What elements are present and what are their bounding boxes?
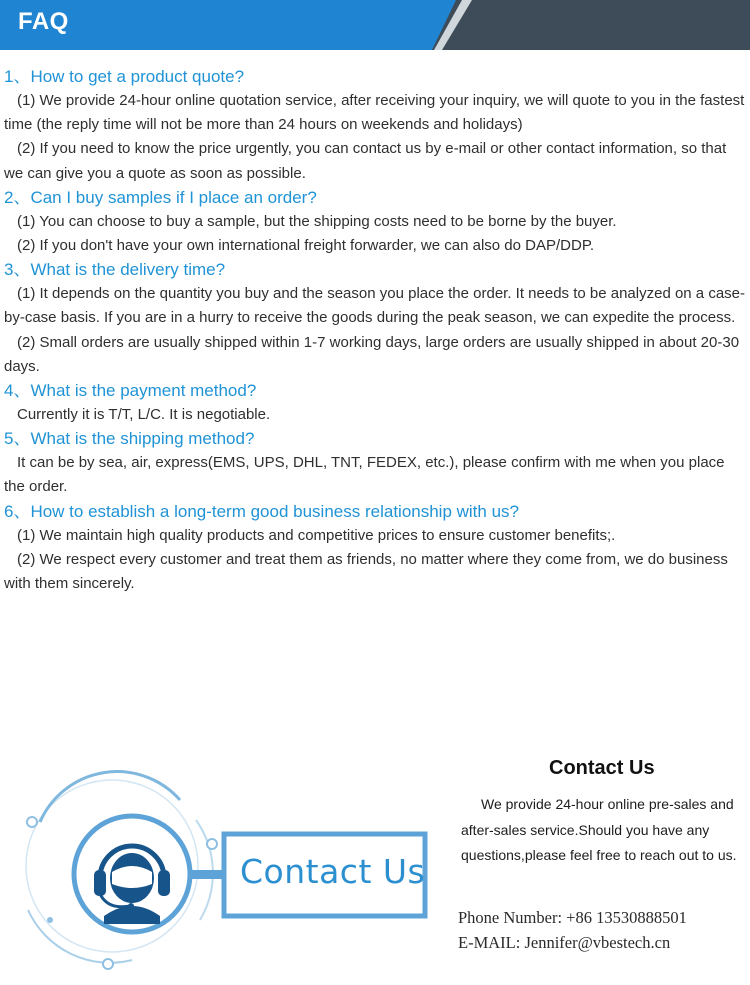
faq-question: 5、What is the shipping method? — [4, 429, 255, 449]
header-dark-block — [418, 0, 750, 50]
faq-list — [4, 65, 746, 596]
contact-phone: Phone Number: +86 13530888501 — [458, 908, 687, 927]
faq-answer: (2) If you don't have your own international freight forwarder, we can also do DAP/DDP. — [17, 237, 595, 255]
contact-description: We provide 24-hour online pre-sales and after-sales service.Should you have any questions,please feel free to reach out to us. — [461, 796, 737, 863]
contact-title: Contact Us — [549, 757, 655, 779]
contact-email: E-MAIL: Jennifer@vbestech.cn — [458, 933, 671, 952]
faq-answer: (2) If you need to know the price urgently, you can contact us by e-mail or other contact information, so that we can give you a quote as soon as possible. — [4, 140, 727, 182]
contact-us-graphic-label: Contact Us — [240, 852, 426, 891]
faq-answer: (2) Small orders are usually shipped within 1-7 working days, large orders are usually shipped in about 20-30 days. — [4, 333, 740, 375]
faq-question: 1、How to get a product quote? — [4, 67, 245, 86]
faq-question: 3、What is the delivery time? — [4, 260, 226, 280]
faq-answer: (1) We provide 24-hour online quotation service, after receiving your inquiry, we will quote to you in the fastest time (the reply time will not be more than 24 hours on weekends and holidays) — [4, 92, 745, 134]
header-shapes — [0, 0, 750, 50]
faq-header-banner — [0, 0, 750, 50]
faq-question: 2、Can I buy samples if I place an order? — [4, 187, 317, 207]
faq-answer: Currently it is T/T, L/C. It is negotiable. — [17, 406, 271, 424]
faq-question: 4、What is the payment method? — [4, 381, 257, 401]
faq-question: 6、How to establish a long-term good business relationship with us? — [4, 501, 519, 521]
faq-answer: (1) It depends on the quantity you buy and the season you place the order. It needs to be analyzed on a case-by-case basis. If you are in a hurry to receive the goods during the peak season, we can expedite the process. — [4, 285, 745, 327]
faq-answer: (1) You can choose to buy a sample, but the shipping costs need to be borne by the buyer. — [17, 212, 617, 230]
faq-answer: (2) We respect every customer and treat them as friends, no matter where they come from, we do business with them sincerely. — [4, 550, 728, 593]
page-title: FAQ — [18, 8, 69, 35]
contact-graphic — [0, 760, 440, 980]
faq-answer: It can be by sea, air, express(EMS, UPS, DHL, TNT, FEDEX, etc.), please confirm with me when you place the order. — [4, 454, 725, 496]
faq-answer: (1) We maintain high quality products and competitive prices to ensure customer benefits;. — [17, 526, 616, 544]
